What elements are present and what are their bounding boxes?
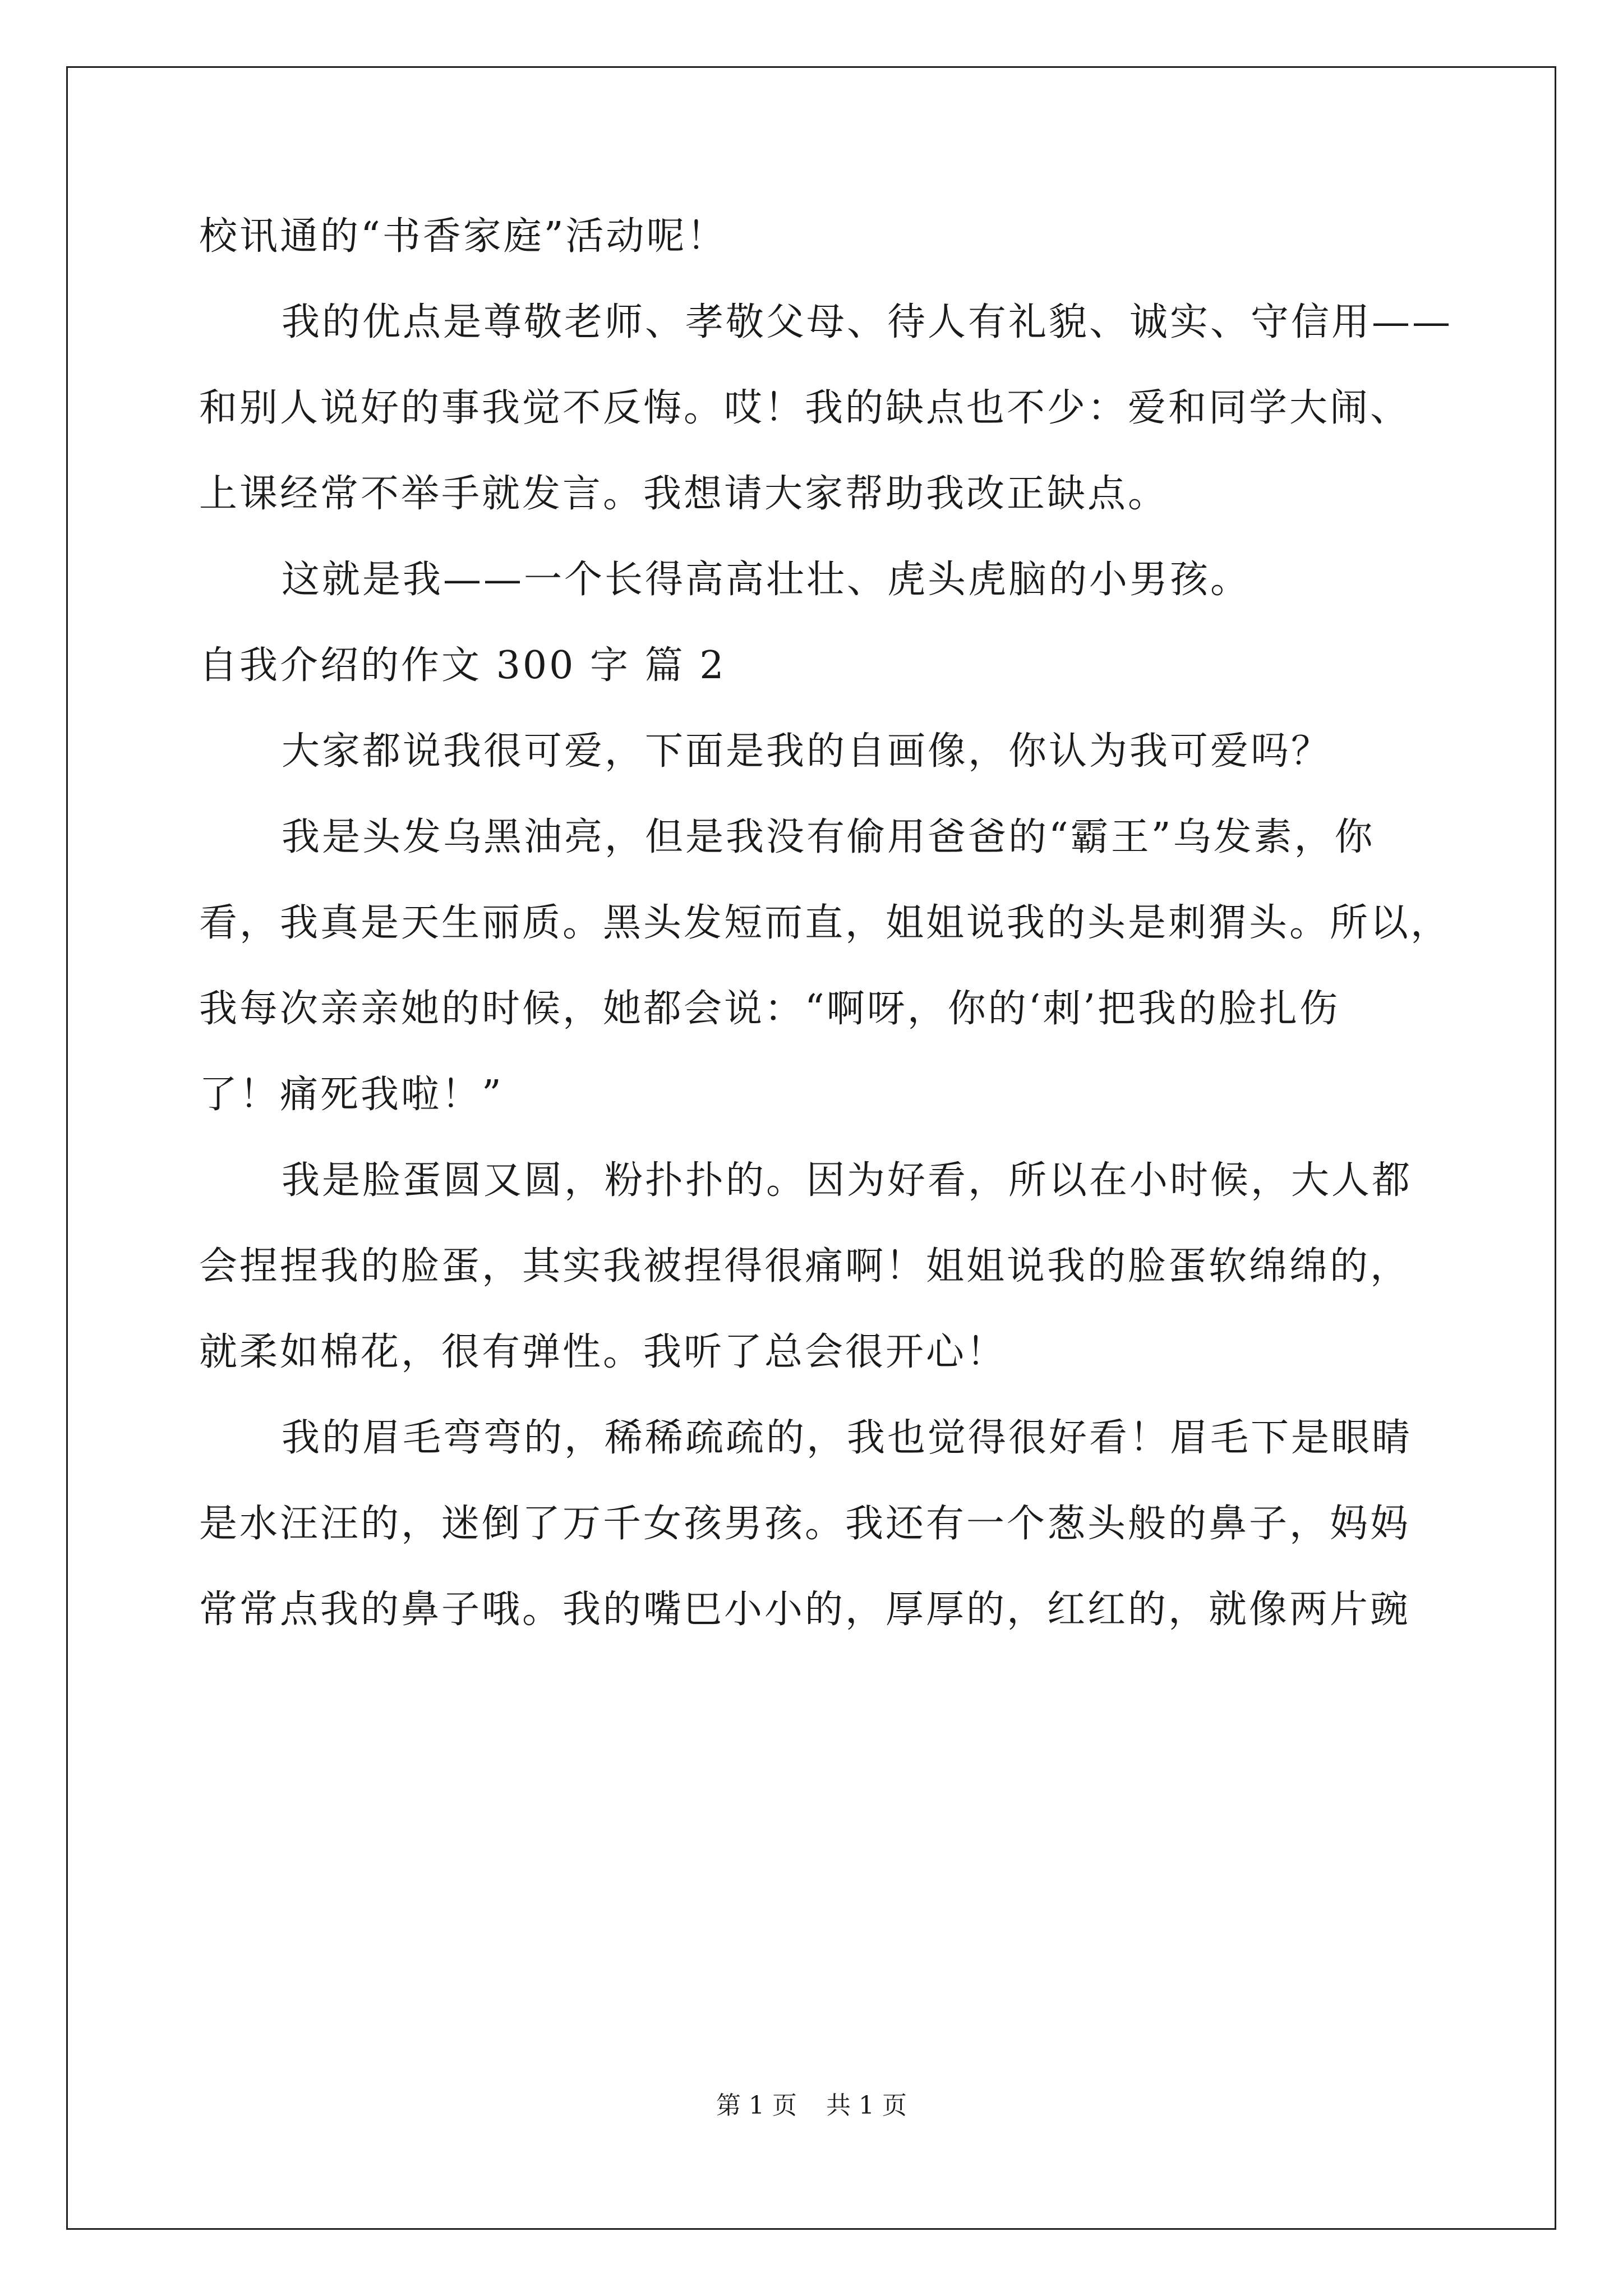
text-line: 会捏捏我的脸蛋，其实我被捏得很痛啊！姐姐说我的脸蛋软绵绵的， [199, 1244, 1411, 1289]
text-line: 上课经常不举手就发言。我想请大家帮助我改正缺点。 [199, 472, 1169, 516]
page-total: 共 1 页 [826, 2091, 907, 2120]
text-line: 校讯通的“书香家庭”活动呢！ [199, 214, 727, 259]
text-line: 我的优点是尊敬老师、孝敬父母、待人有礼貌、诚实、守信用—— [282, 300, 1453, 344]
text-line: 我是头发乌黑油亮，但是我没有偷用爸爸的“霸王”乌发素，你 [282, 815, 1375, 859]
text-line: 我是脸蛋圆又圆，粉扑扑的。因为好看，所以在小时候，大人都 [282, 1158, 1413, 1203]
text-line: 是水汪汪的，迷倒了万千女孩男孩。我还有一个葱头般的鼻子，妈妈 [199, 1502, 1411, 1546]
text-line: 这就是我——一个长得高高壮壮、虎头虎脑的小男孩。 [282, 558, 1251, 602]
page-number: 第 1 页 [716, 2091, 797, 2120]
text-line: 和别人说好的事我觉不反悔。哎！我的缺点也不少：爱和同学大闹、 [199, 386, 1411, 430]
text-line: 看，我真是天生丽质。黑头发短而直，姐姐说我的头是刺猬头。所以， [199, 901, 1451, 945]
text-line: 了！痛死我啦！” [199, 1073, 504, 1117]
text-line: 我的眉毛弯弯的，稀稀疏疏的，我也觉得很好看！眉毛下是眼睛 [282, 1416, 1413, 1460]
section-heading: 自我介绍的作文 300 字 篇 2 [199, 643, 726, 688]
text-line: 我每次亲亲她的时候，她都会说：“啊呀，你的‘刺’把我的脸扎伤 [199, 987, 1340, 1031]
text-line: 常常点我的鼻子哦。我的嘴巴小小的，厚厚的，红红的，就像两片豌 [199, 1588, 1411, 1632]
text-line: 就柔如棉花，很有弹性。我听了总会很开心！ [199, 1330, 1007, 1374]
page-footer [0, 2091, 1623, 2120]
text-line: 大家都说我很可爱，下面是我的自画像，你认为我可爱吗？ [282, 729, 1332, 774]
